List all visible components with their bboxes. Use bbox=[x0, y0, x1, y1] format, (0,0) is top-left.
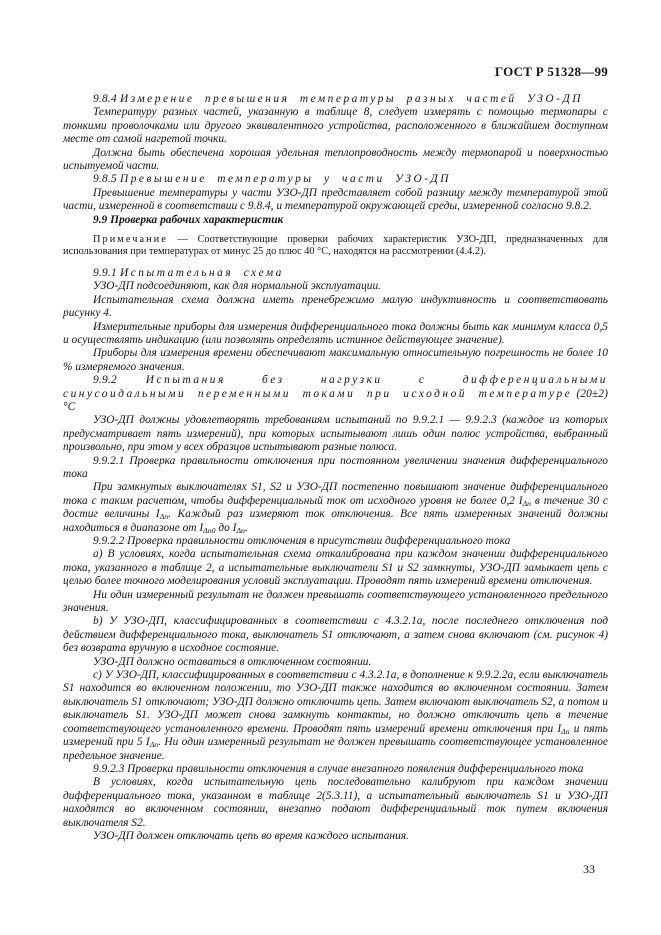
section-number: 9.8.5 bbox=[93, 173, 120, 186]
paragraph: Ни один измеренный результат не должен превышать соответствующего установленного предельного значения. bbox=[63, 588, 608, 615]
paragraph: b) У УЗО-ДП, классифицированных в соответствии с 4.3.2.1а, после последнего отключения под действием дифференциального тока, выключатель S1 отключают, а затем снова включают (см. рисунок 4) без возврата вручную в исходное состояние. bbox=[63, 615, 608, 655]
document-body bbox=[63, 93, 608, 843]
section-heading-text: Испытательная схема bbox=[120, 266, 284, 279]
paragraph: Измерительные приборы для измерения дифференциального тока должны быть как минимум класса 0,5 и осуществлять индикацию (или позволять определять истинное действующее значение). bbox=[63, 320, 608, 346]
section-heading bbox=[63, 93, 608, 106]
paragraph: Приборы для измерения времени обеспечивают максимальную относительную погрешность не более 10 % измеряемого значения. bbox=[63, 347, 608, 373]
paragraph: Превышение температуры у части УЗО-ДП представляет собой разницу между температурой этой части, измеренной в соответствии с 9.8.4, и температурой окружающей среды, измеренной согласно 9.8.2. bbox=[63, 186, 608, 213]
section-heading-text: Испытания без нагрузки с дифференциальными синусоидальными переменными токами при исходной температуре bbox=[63, 374, 609, 400]
paragraph: УЗО-ДП должно оставаться в отключенном состоянии. bbox=[93, 655, 372, 668]
paragraph: УЗО-ДП должен отключать цепь во время каждого испытания. bbox=[93, 829, 409, 842]
paragraph: Испытательная схема должна иметь пренебрежимо малую индуктивность и соответствовать рисунку 4. bbox=[63, 293, 608, 320]
paragraph: УЗО-ДП подсоединяют, как для нормальной эксплуатации. bbox=[93, 280, 382, 293]
note-text: — Соответствующие проверки рабочих характеристик УЗО-ДП, предназначенных для использования при температурах от минус 25 до плюс 40 °С, находятся на рассмотрении (4.4.2). bbox=[63, 234, 608, 258]
paragraph: с) У УЗО-ДП, классифицированных в соответствии с 4.3.2.1а, в дополнение к 9.9.2.2а, если выключатель S1 находится во включенном положении, то УЗО-ДП также находится во включенном состоянии. Затем выключатель S1 отключают; УЗО-ДП должно отключить цепь. Затем включают выключатель S2, а потом и выключатель S1. УЗО-ДП может снова замкнуть контакты, но должно отключить цепь в течение соответствующего установленного времени. Проводят пять измерений времени отключения при $I_{\Delta n}$ и пять измерений при 5 $I_{\Delta n}$. Ни один измеренный результат не должен превышать соответствующее установленное предельное значение. bbox=[63, 669, 608, 762]
section-heading bbox=[63, 374, 608, 414]
paragraph: В условиях, когда испытательную цепь последовательно калибруют при каждом значении дифференциального тока, указанном в таблице 2(5.3.11), а испытательный выключатель S1 и УЗО-ДП находятся во включенном состоянии, внезапно подают дифференциальный ток путем включения выключателя S2. bbox=[63, 776, 608, 829]
document-header-standard-number: ГОСТ Р 51328—99 bbox=[494, 64, 608, 79]
paragraph: а) В условиях, когда испытательная схема откалибрована при каждом значении дифференциального тока, указанного в таблице 2, а испытательные выключатели S1 и S2 замкнуты, УЗО-ДП замыкает цепь с целью более точного моделирования условий эксплуатации. Проводят пять измерений времени отключения. bbox=[63, 548, 608, 588]
page-number: 33 bbox=[583, 862, 595, 876]
section-heading-text: Превышение температуры у части УЗО-ДП bbox=[120, 173, 452, 186]
paragraph: Должна быть обеспечена хорошая удельная теплопроводность между термопарой и поверхностью испытуемой части. bbox=[63, 146, 608, 173]
section-heading-text: Измерение превышения температуры разных частей УЗО-ДП bbox=[120, 93, 583, 105]
paragraph: УЗО-ДП должны удовлетворять требованиям испытаний по 9.9.2.1 — 9.9.2.3 (каждое из которых предусматривает пять измерений), при которых испытывают лишь один полюс устройства, выбранный произвольно, при этом у всех образцов испытывают разные полюса. bbox=[63, 414, 608, 454]
section-heading-tail: (20±2) °С bbox=[63, 387, 608, 413]
section-number: 9.9.2 bbox=[93, 374, 146, 387]
section-heading bbox=[63, 267, 608, 280]
note bbox=[63, 234, 608, 259]
note-label: Примечание bbox=[93, 234, 168, 246]
section-number: 9.9.1 bbox=[93, 266, 120, 279]
subsection-heading: 9.9 Проверка рабочих характеристик bbox=[93, 213, 284, 226]
paragraph: 9.9.2.2 Проверка правильности отключения в присутствии дифференциального тока bbox=[93, 535, 511, 547]
section-heading bbox=[63, 173, 608, 186]
paragraph: 9.9.2.1 Проверка правильности отключения при постоянном увеличении значения дифференциального тока bbox=[63, 454, 608, 480]
paragraph: 9.9.2.3 Проверка правильности отключения в случае внезапного появления дифференциального тока bbox=[93, 762, 584, 775]
paragraph: При замкнутых выключателях S1, S2 и УЗО-ДП постепенно повышают значение дифференциального тока с таким расчетом, чтобы дифференциальный ток от исходного уровня не более 0,2 $I_{\Delta n}$ в течение 30 с достиг величины $I_{\Delta n}$. Каждый раз измеряют ток отключения. Все пять измеренных значений должны находиться в диапазоне от $I_{\Delta n0}$ до $I_{\Delta n}$. bbox=[63, 481, 609, 535]
paragraph: Температуру разных частей, указанную в таблице 8, следует измерять с помощью термопары с тонкими проволочками или другого эквивалентного устройства, расположенного в ближайшем доступном месте от самой нагретой точки. bbox=[63, 106, 608, 146]
section-number: 9.8.4 bbox=[93, 93, 120, 105]
